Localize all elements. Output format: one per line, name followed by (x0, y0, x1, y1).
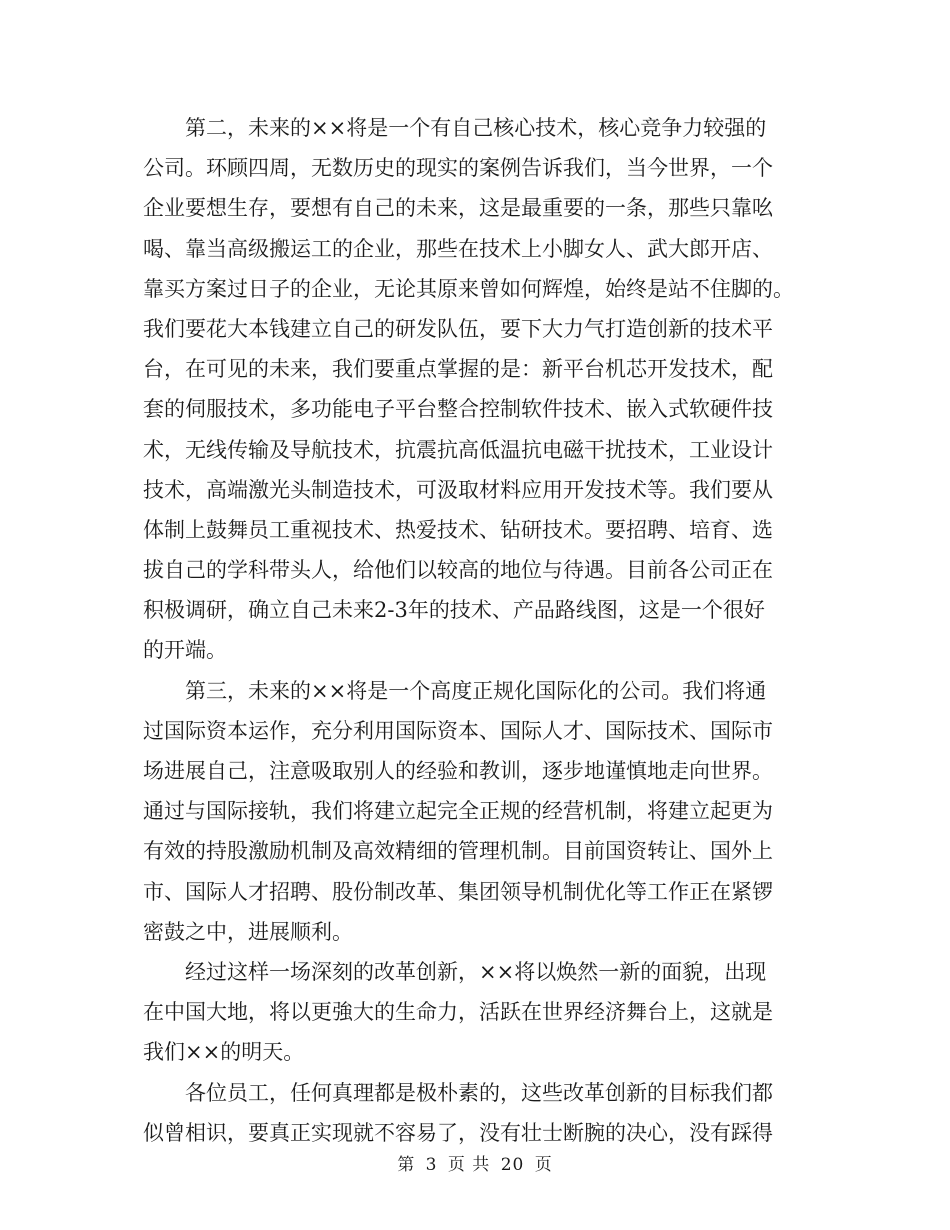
text-line: 我们××的明天。 (143, 1040, 305, 1065)
text-line: 技术，高端激光头制造技术，可汲取材料应用开发技术等。我们要从 (143, 477, 773, 502)
text-line: 市、国际人才招聘、股份制改革、集团领导机制优化等工作正在紧锣 (143, 879, 773, 904)
text-line: 企业要想生存，要想有自己的未来，这是最重要的一条，那些只靠吆 (143, 196, 773, 221)
text-line: 靠买方案过日子的企业，无论其原来曾如何辉煌，始终是站不住脚的。 (143, 276, 794, 301)
text-line: 场进展自己，注意吸取别人的经验和教训，逐步地谨慎地走向世界。 (143, 759, 773, 783)
text-line: 拔自己的学科带头人，给他们以较高的地位与待遇。目前各公司正在 (143, 558, 773, 583)
text-line: 似曾相识，要真正实现就不容易了，没有壮士断腕的决心，没有踩得 (143, 1120, 773, 1145)
text-line: 过国际资本运作，充分利用国际资本、国际人才、国际技术、国际市 (143, 718, 773, 743)
current-page-number: 3 (425, 1155, 438, 1175)
text-line: 经过这样一场深刻的改革创新，××将以焕然一新的面貌，出现 (143, 959, 767, 984)
text-line: 体制上鼓舞员工重视技术、热爱技术、钻研技术。要招聘、培育、选 (143, 517, 773, 542)
text-line: 有效的持股激励机制及高效精细的管理机制。目前国资转让、国外上 (143, 839, 773, 864)
text-line: 的开端。 (143, 638, 227, 663)
footer-mid: 页 共 (447, 1155, 491, 1175)
text-line: 术，无线传输及导航技术，抗震抗高低温抗电磁干扰技术，工业设计 (143, 437, 773, 462)
text-line: 各位员工，任何真理都是极朴素的，这些改革创新的目标我们都 (143, 1080, 773, 1105)
text-line: 第三，未来的××将是一个高度正规化国际化的公司。我们将通 (143, 678, 767, 703)
text-line: 通过与国际接轨，我们将建立起完全正规的经营机制，将建立起更为 (143, 799, 773, 824)
text-line: 我们要花大本钱建立自己的研发队伍，要下大力气打造创新的技术平 (143, 316, 773, 341)
total-pages-number: 20 (500, 1155, 525, 1175)
text-line: 套的伺服技术，多功能电子平台整合控制软件技术、嵌入式软硬件技 (143, 397, 773, 422)
body-text (143, 108, 807, 1153)
text-line: 台，在可见的未来，我们要重点掌握的是：新平台机芯开发技术，配 (143, 357, 773, 382)
text-line: 第二，未来的××将是一个有自己核心技术，核心竞争力较强的 (143, 116, 767, 140)
text-line: 在中国大地，将以更強大的生命力，活跃在世界经济舞台上，这就是 (143, 1000, 773, 1025)
page-footer (0, 1150, 950, 1175)
text-line: 喝、靠当高级搬运工的企业，那些在技术上小脚女人、武大郎开店、 (143, 236, 773, 261)
text-line: 积极调研，确立自己未来2-3年的技术、产品路线图，这是一个很好 (143, 598, 765, 623)
footer-suffix: 页 (534, 1155, 553, 1175)
footer-prefix: 第 (397, 1155, 416, 1175)
text-line: 密鼓之中，进展顺利。 (143, 919, 353, 944)
text-line: 公司。环顾四周，无数历史的现实的案例告诉我们，当今世界，一个 (143, 156, 773, 181)
